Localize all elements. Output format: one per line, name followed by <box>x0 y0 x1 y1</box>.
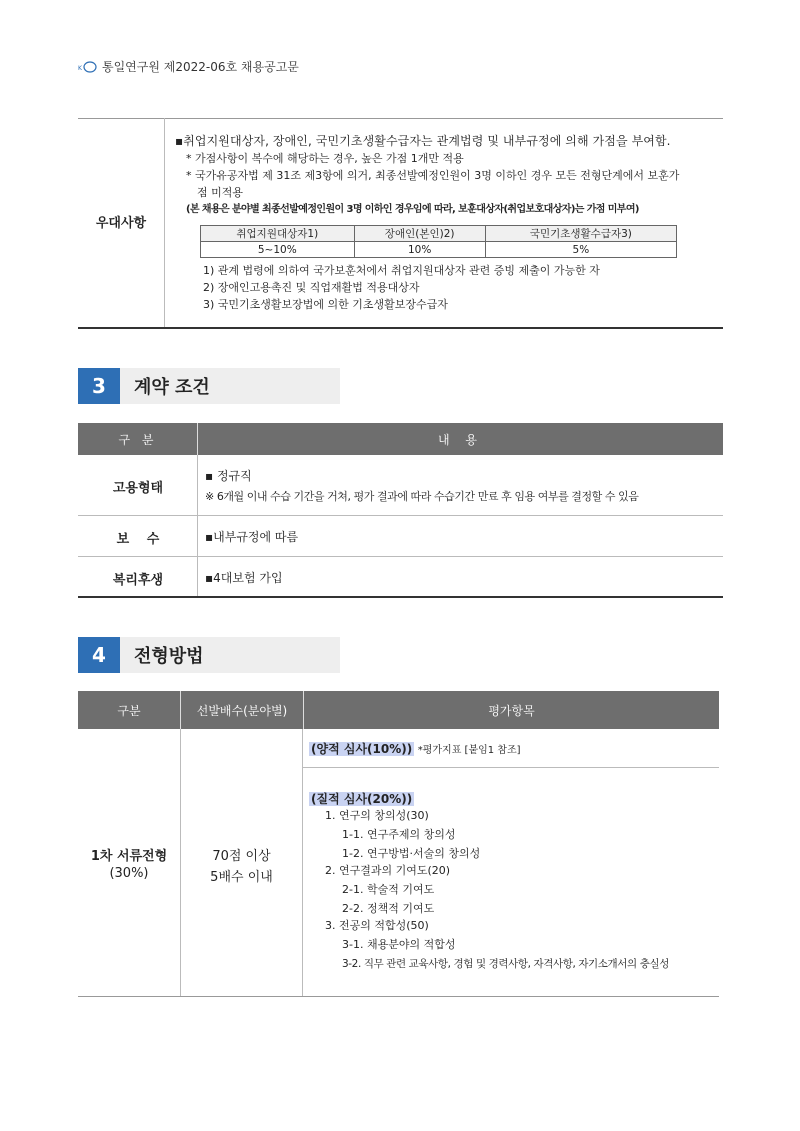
qual-item: 2. 연구결과의 기여도(20) <box>325 864 451 877</box>
section-3-title: 계약 조건 <box>134 377 210 398</box>
bonus-value: 10% <box>354 242 485 258</box>
bonus-header: 취업지원대상자1) <box>201 226 355 242</box>
selection-col-ratio: 선발배수(분야별) <box>196 703 288 718</box>
preference-note: (본 채용은 분야별 최종선발예정인원이 3명 이하인 경우임에 따라, 보훈대상자(취업보호대상자)는 가점 미부여) <box>186 204 639 215</box>
preference-line-3b: 점 미적용 <box>197 186 244 199</box>
preference-bottom-rule <box>78 327 723 329</box>
contract-col-category: 구 분 <box>118 432 158 447</box>
footnote: 1) 관계 법령에 의하여 국가보훈처에서 취업지원대상자 관련 증빙 제출이 가능한 자 <box>203 264 600 277</box>
welfare-text: ▪4대보험 가입 <box>205 571 283 585</box>
bonus-table-header <box>201 226 677 242</box>
preference-line-3: * 국가유공자법 제 31조 제3항에 의거, 최종선발예정인원이 3명 이하인 경우 모든 전형단계에서 보훈가 <box>186 169 680 182</box>
bonus-value: 5% <box>485 242 676 258</box>
row-rule <box>78 556 723 557</box>
qual-item: 3. 전공의 적합성(50) <box>325 919 429 932</box>
footnote: 3) 국민기초생활보장법에 의한 기초생활보장수급자 <box>203 298 448 311</box>
preference-label: 우대사항 <box>95 216 147 231</box>
selection-col-category: 구분 <box>117 703 141 718</box>
section-3-number: 3 <box>78 368 120 404</box>
selection-table-header <box>78 691 719 729</box>
selection-col-criteria: 평가항목 <box>488 703 535 718</box>
quantitative-note: *평가지표 [붙임1 참조] <box>417 745 521 756</box>
row-label-salary: 보 수 <box>116 532 160 547</box>
qual-item: 3-1. 채용분야의 적합성 <box>342 938 456 951</box>
qual-item: 2-2. 정책적 기여도 <box>342 902 435 915</box>
quantitative-title: (양적 심사(10%)) <box>311 742 413 756</box>
qual-item: 2-1. 학술적 기여도 <box>342 883 435 896</box>
footnote: 2) 장애인고용촉진 및 직업재활법 적용대상자 <box>203 281 420 294</box>
bonus-header: 장애인(본인)2) <box>354 226 485 242</box>
preference-line-2: * 가점사항이 복수에 해당하는 경우, 높은 가점 1개만 적용 <box>186 152 464 165</box>
document-title: 통일연구원 제2022-06호 채용공고문 <box>102 60 299 74</box>
bonus-table-values <box>201 242 677 258</box>
svg-text:K: K <box>78 64 82 72</box>
preference-divider <box>164 118 165 327</box>
qual-item: 3-2. 직무 관련 교육사항, 경험 및 경력사항, 자격사항, 자기소개서의 충실성 <box>342 958 669 970</box>
row-label-employment: 고용형태 <box>112 481 164 496</box>
employment-note: ※ 6개월 이내 수습 기간을 거쳐, 평가 결과에 따라 수습기간 만료 후 임용 여부를 결정할 수 있음 <box>205 490 639 503</box>
salary-text: ▪내부규정에 따름 <box>205 530 299 544</box>
section-4-number: 4 <box>78 637 120 673</box>
kinu-logo-icon <box>78 61 98 73</box>
selection-divider-2 <box>302 729 303 996</box>
qual-item: 1-2. 연구방법·서술의 창의성 <box>342 847 481 860</box>
preference-footnotes <box>203 262 600 313</box>
preference-body <box>175 133 723 218</box>
selection-ratio: 5배수 이내 <box>210 870 273 885</box>
bonus-header: 국민기초생활수급자3) <box>485 226 676 242</box>
preference-top-rule <box>78 118 723 119</box>
qualitative-title: (질적 심사(20%)) <box>311 792 413 806</box>
row-rule <box>78 515 723 516</box>
contract-table-header <box>78 423 723 455</box>
preference-line-1: ▪취업지원대상자, 장애인, 국민기초생활수급자는 관계법령 및 내부규정에 의해 가점을 부여함. <box>175 134 671 148</box>
document-header <box>78 58 299 75</box>
employment-type: ▪ 정규직 <box>205 469 252 483</box>
section-4-title: 전형방법 <box>134 646 204 667</box>
qual-item: 1. 연구의 창의성(30) <box>325 809 429 822</box>
criteria-rule <box>303 767 719 768</box>
selection-table-bottom-rule <box>78 996 719 997</box>
bonus-table <box>200 225 677 258</box>
qual-item: 1-1. 연구주제의 창의성 <box>342 828 456 841</box>
stage-weight: (30%) <box>109 866 149 881</box>
cut-score: 70점 이상 <box>212 849 271 864</box>
contract-table-bottom-rule <box>78 596 723 598</box>
bonus-value: 5~10% <box>201 242 355 258</box>
row-label-welfare: 복리후생 <box>112 573 164 588</box>
stage-name: 1차 서류전형 <box>90 849 168 864</box>
contract-col-content: 내 용 <box>438 432 483 447</box>
qualitative-review <box>309 788 414 807</box>
quantitative-review <box>309 740 521 757</box>
